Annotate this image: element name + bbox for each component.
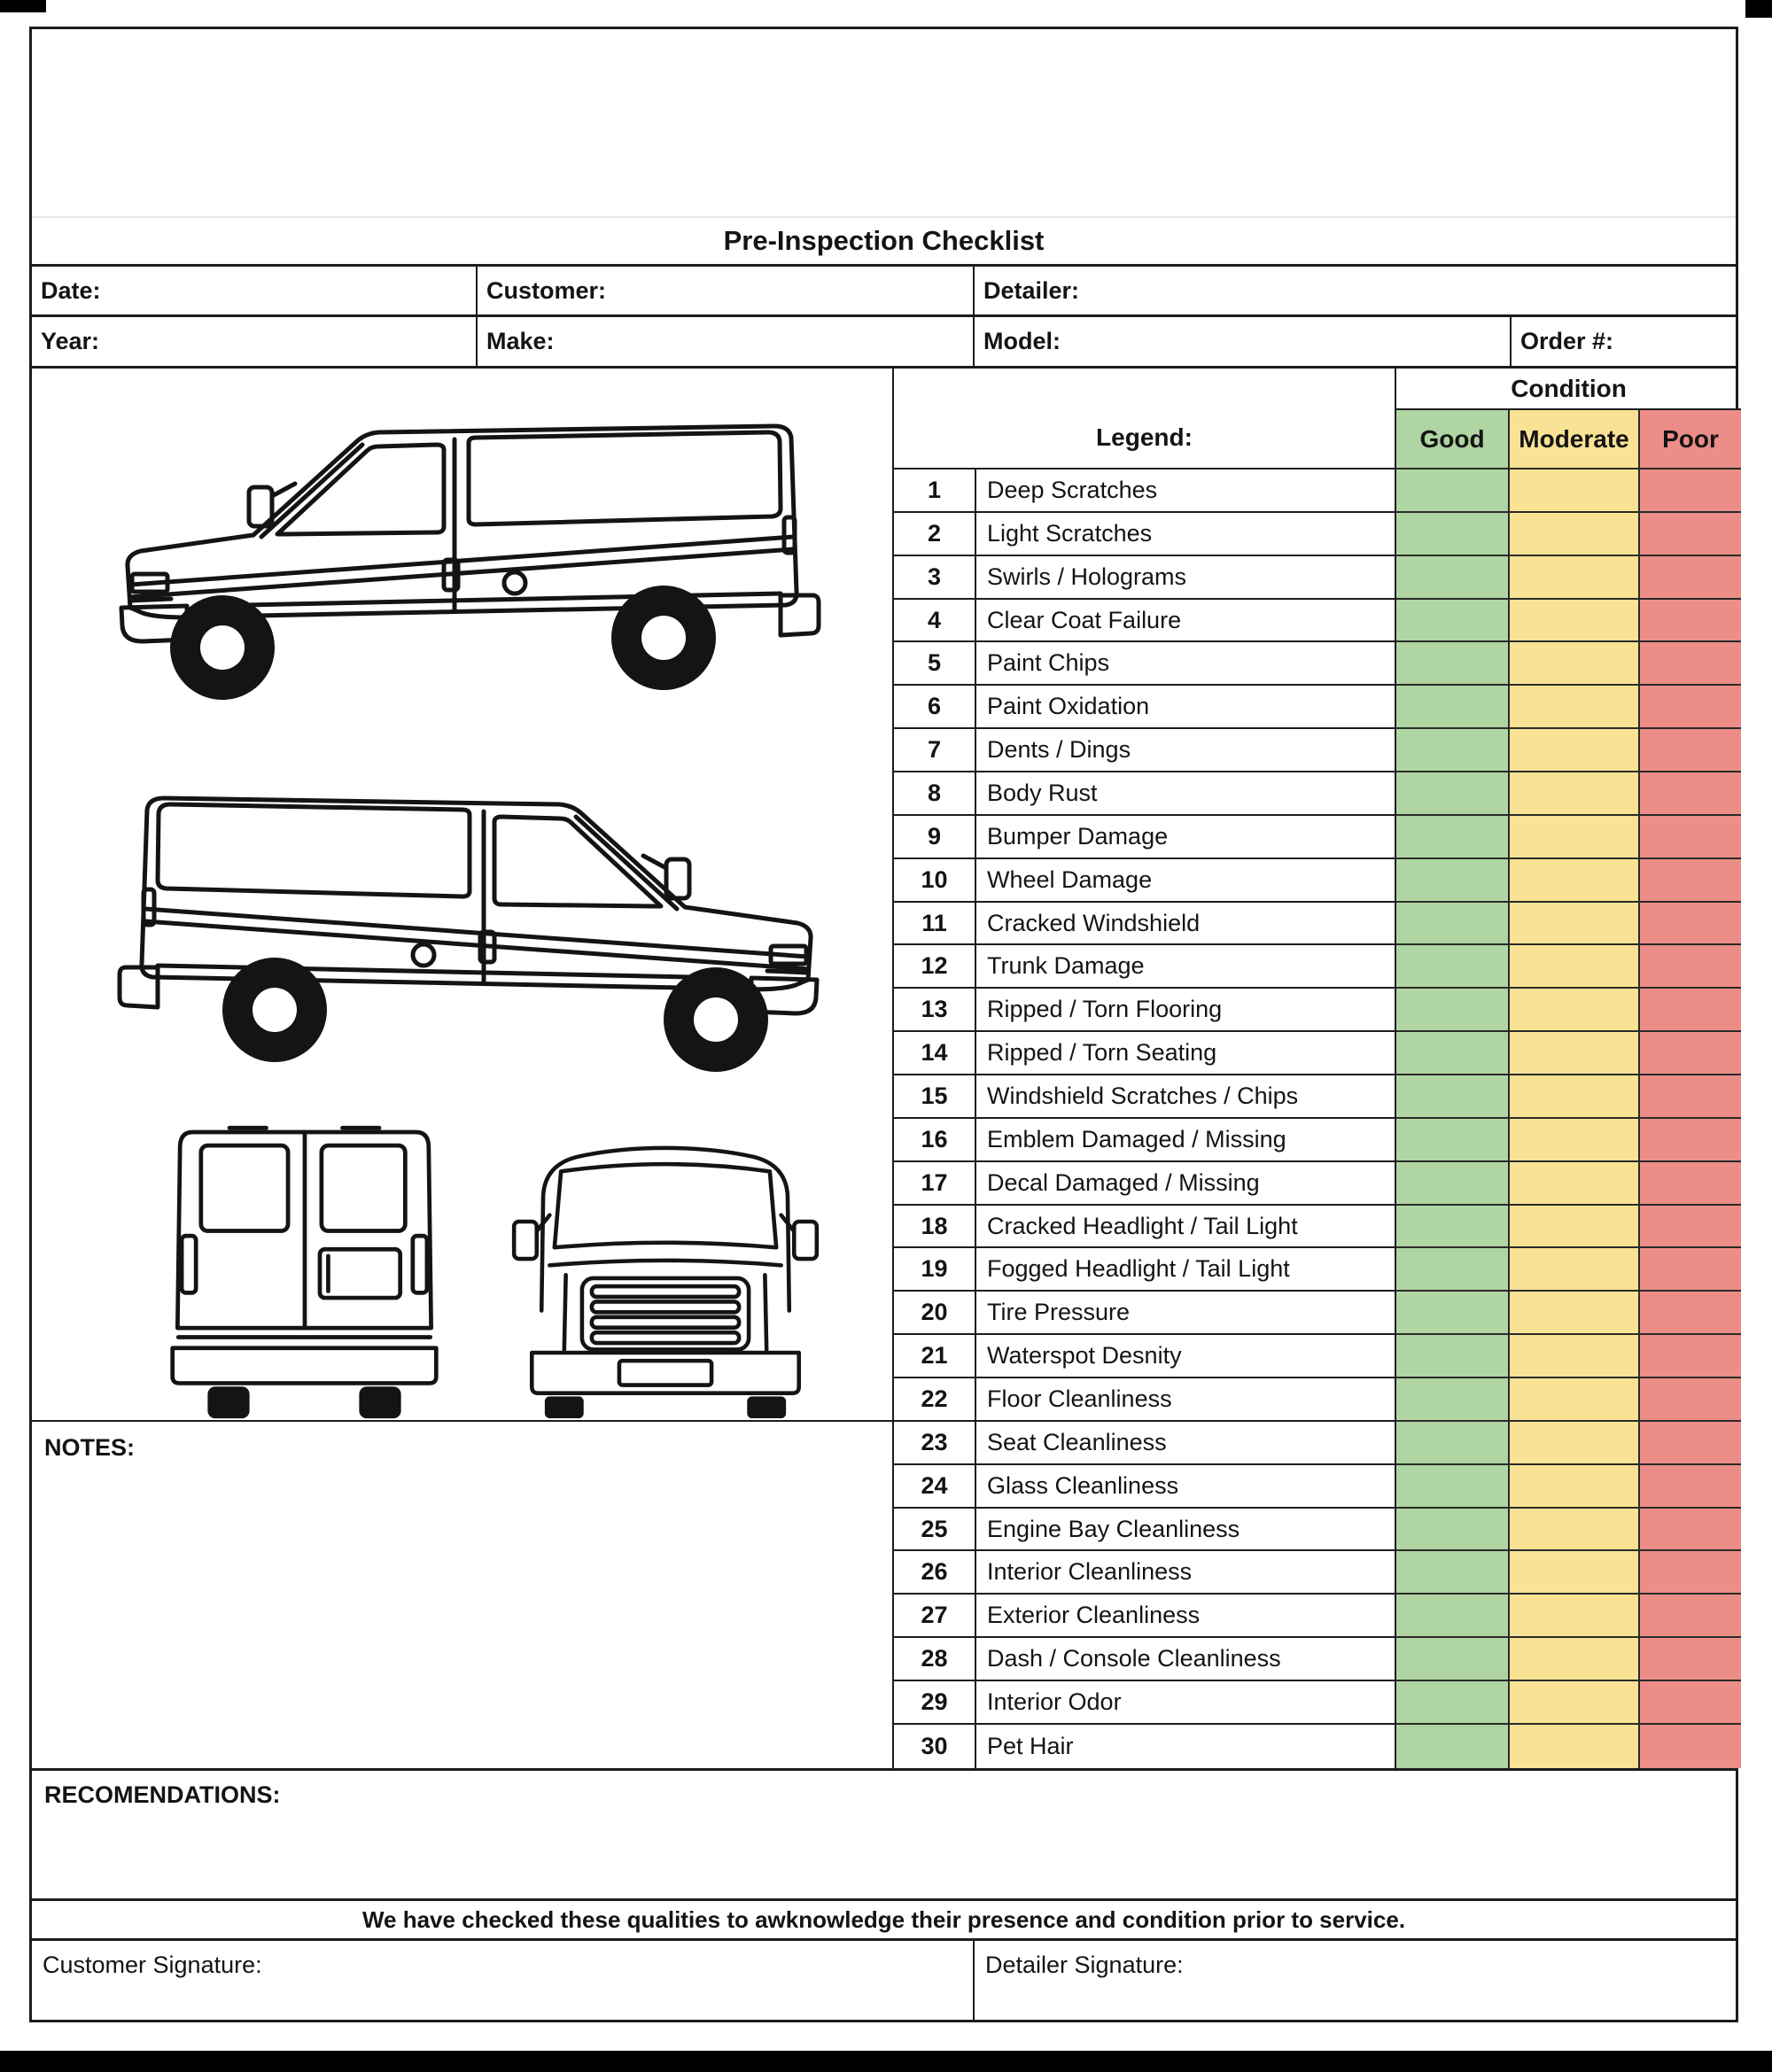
condition-cell-poor[interactable] <box>1640 1725 1741 1768</box>
make-field[interactable] <box>478 317 975 366</box>
condition-cell-moderate[interactable] <box>1510 1638 1640 1681</box>
condition-cell-good[interactable] <box>1396 469 1510 513</box>
item-number: 23 <box>894 1422 976 1465</box>
condition-cell-good[interactable] <box>1396 1335 1510 1378</box>
item-number: 1 <box>894 469 976 513</box>
condition-cell-poor[interactable] <box>1640 1551 1741 1595</box>
pre-inspection-form <box>29 27 1738 2022</box>
condition-cell-moderate[interactable] <box>1510 989 1640 1032</box>
make-value-area[interactable] <box>555 317 973 366</box>
condition-cell-moderate[interactable] <box>1510 1551 1640 1595</box>
condition-cell-poor[interactable] <box>1640 859 1741 903</box>
vehicle-diagram-pane <box>32 369 894 1768</box>
customer-field[interactable] <box>478 267 975 314</box>
item-number: 12 <box>894 945 976 989</box>
item-number: 15 <box>894 1075 976 1119</box>
year-field[interactable] <box>32 317 478 366</box>
condition-cell-poor[interactable] <box>1640 1206 1741 1249</box>
condition-cell-poor[interactable] <box>1640 1638 1741 1681</box>
condition-cell-good[interactable] <box>1396 1551 1510 1595</box>
model-field[interactable] <box>975 317 1512 366</box>
detailer-value-area[interactable] <box>1079 267 1736 314</box>
item-number: 8 <box>894 772 976 816</box>
condition-cell-moderate[interactable] <box>1510 1725 1640 1768</box>
item-label: Ripped / Torn Flooring <box>976 989 1396 1032</box>
notes-label: NOTES: <box>44 1434 136 1461</box>
condition-cell-good[interactable] <box>1396 1422 1510 1465</box>
condition-cell-moderate[interactable] <box>1510 772 1640 816</box>
van-front-view <box>493 1137 838 1418</box>
condition-cell-poor[interactable] <box>1640 1378 1741 1422</box>
item-number: 7 <box>894 729 976 772</box>
condition-cell-moderate[interactable] <box>1510 513 1640 556</box>
meta-row-1 <box>32 267 1736 317</box>
condition-cell-poor[interactable] <box>1640 556 1741 600</box>
condition-cell-poor[interactable] <box>1640 903 1741 946</box>
item-label: Dash / Console Cleanliness <box>976 1638 1396 1681</box>
condition-cell-poor[interactable] <box>1640 1248 1741 1292</box>
condition-cell-moderate[interactable] <box>1510 816 1640 859</box>
item-label: Seat Cleanliness <box>976 1422 1396 1465</box>
date-value-area[interactable] <box>101 267 476 314</box>
item-number: 9 <box>894 816 976 859</box>
item-label: Ripped / Torn Seating <box>976 1032 1396 1075</box>
condition-header: Condition <box>1396 369 1741 410</box>
item-label: Paint Oxidation <box>976 686 1396 729</box>
item-label: Interior Odor <box>976 1681 1396 1725</box>
item-label: Deep Scratches <box>976 469 1396 513</box>
condition-cell-moderate[interactable] <box>1510 1292 1640 1335</box>
condition-cell-poor[interactable] <box>1640 686 1741 729</box>
signature-row <box>32 1938 1736 2020</box>
condition-cell-moderate[interactable] <box>1510 1465 1640 1509</box>
item-number: 10 <box>894 859 976 903</box>
condition-cell-good[interactable] <box>1396 1638 1510 1681</box>
model-label: Model: <box>983 328 1061 354</box>
item-number: 3 <box>894 556 976 600</box>
scan-artifact-right <box>1745 0 1772 18</box>
item-number: 20 <box>894 1292 976 1335</box>
condition-cell-poor[interactable] <box>1640 469 1741 513</box>
order-number-field[interactable] <box>1512 317 1736 366</box>
condition-cell-poor[interactable] <box>1640 772 1741 816</box>
condition-cell-poor[interactable] <box>1640 1075 1741 1119</box>
item-number: 22 <box>894 1378 976 1422</box>
item-label: Windshield Scratches / Chips <box>976 1075 1396 1119</box>
condition-cell-poor[interactable] <box>1640 642 1741 686</box>
condition-cell-poor[interactable] <box>1640 1422 1741 1465</box>
order-number-label: Order #: <box>1520 328 1614 354</box>
acknowledgement-statement: We have checked these qualities to awknowledge their presence and condition prior to service. <box>32 1898 1736 1938</box>
item-label: Trunk Damage <box>976 945 1396 989</box>
condition-cell-good[interactable] <box>1396 1162 1510 1206</box>
condition-cell-poor[interactable] <box>1640 1681 1741 1725</box>
condition-cell-good[interactable] <box>1396 903 1510 946</box>
item-label: Pet Hair <box>976 1725 1396 1768</box>
condition-cell-poor[interactable] <box>1640 1509 1741 1552</box>
detailer-field[interactable] <box>975 267 1736 314</box>
condition-cell-good[interactable] <box>1396 1032 1510 1075</box>
item-label: Floor Cleanliness <box>976 1378 1396 1422</box>
recommendations-section[interactable] <box>32 1768 1736 1898</box>
condition-cell-good[interactable] <box>1396 642 1510 686</box>
condition-cell-moderate[interactable] <box>1510 729 1640 772</box>
condition-cell-poor[interactable] <box>1640 600 1741 643</box>
condition-cell-moderate[interactable] <box>1510 1681 1640 1725</box>
meta-row-2 <box>32 317 1736 369</box>
year-label: Year: <box>41 328 100 354</box>
screenshot-bottom-bar <box>0 2051 1772 2072</box>
item-number: 30 <box>894 1725 976 1768</box>
condition-cell-good[interactable] <box>1396 686 1510 729</box>
condition-cell-good[interactable] <box>1396 729 1510 772</box>
customer-value-area[interactable] <box>606 267 973 314</box>
condition-cell-moderate[interactable] <box>1510 642 1640 686</box>
item-label: Swirls / Holograms <box>976 556 1396 600</box>
condition-cell-good[interactable] <box>1396 989 1510 1032</box>
condition-cell-good[interactable] <box>1396 556 1510 600</box>
condition-cell-moderate[interactable] <box>1510 1378 1640 1422</box>
condition-cell-moderate[interactable] <box>1510 1119 1640 1162</box>
condition-checklist-table <box>894 369 1741 1768</box>
van-rear-view <box>156 1117 453 1420</box>
condition-cell-good[interactable] <box>1396 1206 1510 1249</box>
item-label: Exterior Cleanliness <box>976 1595 1396 1638</box>
condition-cell-moderate[interactable] <box>1510 859 1640 903</box>
condition-cell-poor[interactable] <box>1640 945 1741 989</box>
item-label: Wheel Damage <box>976 859 1396 903</box>
item-label: Paint Chips <box>976 642 1396 686</box>
item-number: 26 <box>894 1551 976 1595</box>
scan-artifact-left <box>0 0 46 12</box>
make-label: Make: <box>486 328 555 354</box>
condition-cell-good[interactable] <box>1396 816 1510 859</box>
condition-cell-moderate[interactable] <box>1510 1248 1640 1292</box>
condition-cell-moderate[interactable] <box>1510 1595 1640 1638</box>
item-number: 13 <box>894 989 976 1032</box>
detailer-label: Detailer: <box>983 276 1080 304</box>
condition-cell-moderate[interactable] <box>1510 600 1640 643</box>
detailer-signature-label: Detailer Signature: <box>985 1952 1184 1978</box>
item-number: 14 <box>894 1032 976 1075</box>
customer-signature-label: Customer Signature: <box>43 1952 262 1978</box>
condition-cell-good[interactable] <box>1396 513 1510 556</box>
item-label: Emblem Damaged / Missing <box>976 1119 1396 1162</box>
condition-cell-moderate[interactable] <box>1510 903 1640 946</box>
condition-cell-poor[interactable] <box>1640 1465 1741 1509</box>
item-label: Engine Bay Cleanliness <box>976 1509 1396 1552</box>
item-label: Cracked Headlight / Tail Light <box>976 1206 1396 1249</box>
item-number: 18 <box>894 1206 976 1249</box>
item-number: 11 <box>894 903 976 946</box>
item-label: Fogged Headlight / Tail Light <box>976 1248 1396 1292</box>
condition-cell-moderate[interactable] <box>1510 1032 1640 1075</box>
condition-cell-good[interactable] <box>1396 1119 1510 1162</box>
condition-cell-good[interactable] <box>1396 1248 1510 1292</box>
logo-placeholder-box <box>32 29 1736 218</box>
good-column-header: Good <box>1396 410 1510 469</box>
item-number: 4 <box>894 600 976 643</box>
condition-cell-good[interactable] <box>1396 1378 1510 1422</box>
condition-cell-good[interactable] <box>1396 1725 1510 1768</box>
year-value-area[interactable] <box>99 317 476 366</box>
condition-cell-moderate[interactable] <box>1510 1335 1640 1378</box>
model-value-area[interactable] <box>1061 317 1510 366</box>
condition-cell-good[interactable] <box>1396 1595 1510 1638</box>
item-label: Waterspot Desnity <box>976 1335 1396 1378</box>
customer-signature-field[interactable] <box>32 1941 975 2020</box>
item-label: Light Scratches <box>976 513 1396 556</box>
legend-header: Legend: <box>894 369 1396 469</box>
condition-cell-poor[interactable] <box>1640 1335 1741 1378</box>
item-number: 17 <box>894 1162 976 1206</box>
date-field[interactable] <box>32 267 478 314</box>
item-number: 5 <box>894 642 976 686</box>
condition-cell-good[interactable] <box>1396 600 1510 643</box>
van-side-driver-view <box>72 384 851 714</box>
condition-cell-good[interactable] <box>1396 1465 1510 1509</box>
condition-cell-moderate[interactable] <box>1510 686 1640 729</box>
condition-cell-moderate[interactable] <box>1510 556 1640 600</box>
condition-cell-moderate[interactable] <box>1510 1422 1640 1465</box>
condition-cell-good[interactable] <box>1396 1509 1510 1552</box>
item-label: Tire Pressure <box>976 1292 1396 1335</box>
page-title: Pre-Inspection Checklist <box>32 218 1736 267</box>
item-number: 16 <box>894 1119 976 1162</box>
condition-cell-good[interactable] <box>1396 1292 1510 1335</box>
item-number: 24 <box>894 1465 976 1509</box>
poor-column-header: Poor <box>1640 410 1741 469</box>
condition-cell-poor[interactable] <box>1640 1595 1741 1638</box>
condition-cell-good[interactable] <box>1396 772 1510 816</box>
condition-cell-moderate[interactable] <box>1510 1509 1640 1552</box>
condition-cell-moderate[interactable] <box>1510 1075 1640 1119</box>
item-number: 25 <box>894 1509 976 1552</box>
condition-cell-moderate[interactable] <box>1510 1162 1640 1206</box>
condition-cell-poor[interactable] <box>1640 513 1741 556</box>
item-number: 21 <box>894 1335 976 1378</box>
detailer-signature-field[interactable] <box>975 1941 1736 2020</box>
condition-cell-good[interactable] <box>1396 859 1510 903</box>
condition-cell-good[interactable] <box>1396 1681 1510 1725</box>
condition-cell-poor[interactable] <box>1640 816 1741 859</box>
condition-cell-moderate[interactable] <box>1510 1206 1640 1249</box>
date-label: Date: <box>41 276 101 304</box>
item-label: Glass Cleanliness <box>976 1465 1396 1509</box>
item-label: Body Rust <box>976 772 1396 816</box>
item-number: 6 <box>894 686 976 729</box>
condition-cell-moderate[interactable] <box>1510 469 1640 513</box>
condition-cell-poor[interactable] <box>1640 1292 1741 1335</box>
recommendations-label: RECOMENDATIONS: <box>44 1781 281 1808</box>
condition-cell-moderate[interactable] <box>1510 945 1640 989</box>
item-number: 27 <box>894 1595 976 1638</box>
moderate-column-header: Moderate <box>1510 410 1640 469</box>
notes-section[interactable] <box>32 1420 892 1768</box>
condition-cell-poor[interactable] <box>1640 1119 1741 1162</box>
item-label: Interior Cleanliness <box>976 1551 1396 1595</box>
item-label: Dents / Dings <box>976 729 1396 772</box>
item-label: Clear Coat Failure <box>976 600 1396 643</box>
item-number: 2 <box>894 513 976 556</box>
item-label: Cracked Windshield <box>976 903 1396 946</box>
condition-cell-poor[interactable] <box>1640 729 1741 772</box>
item-number: 19 <box>894 1248 976 1292</box>
condition-cell-poor[interactable] <box>1640 1032 1741 1075</box>
order-number-value-area[interactable] <box>1613 317 1736 366</box>
van-side-passenger-view <box>87 757 867 1086</box>
item-label: Bumper Damage <box>976 816 1396 859</box>
customer-label: Customer: <box>486 276 607 304</box>
item-number: 28 <box>894 1638 976 1681</box>
condition-cell-good[interactable] <box>1396 945 1510 989</box>
item-label: Decal Damaged / Missing <box>976 1162 1396 1206</box>
condition-cell-good[interactable] <box>1396 1075 1510 1119</box>
condition-cell-poor[interactable] <box>1640 1162 1741 1206</box>
item-number: 29 <box>894 1681 976 1725</box>
condition-cell-poor[interactable] <box>1640 989 1741 1032</box>
